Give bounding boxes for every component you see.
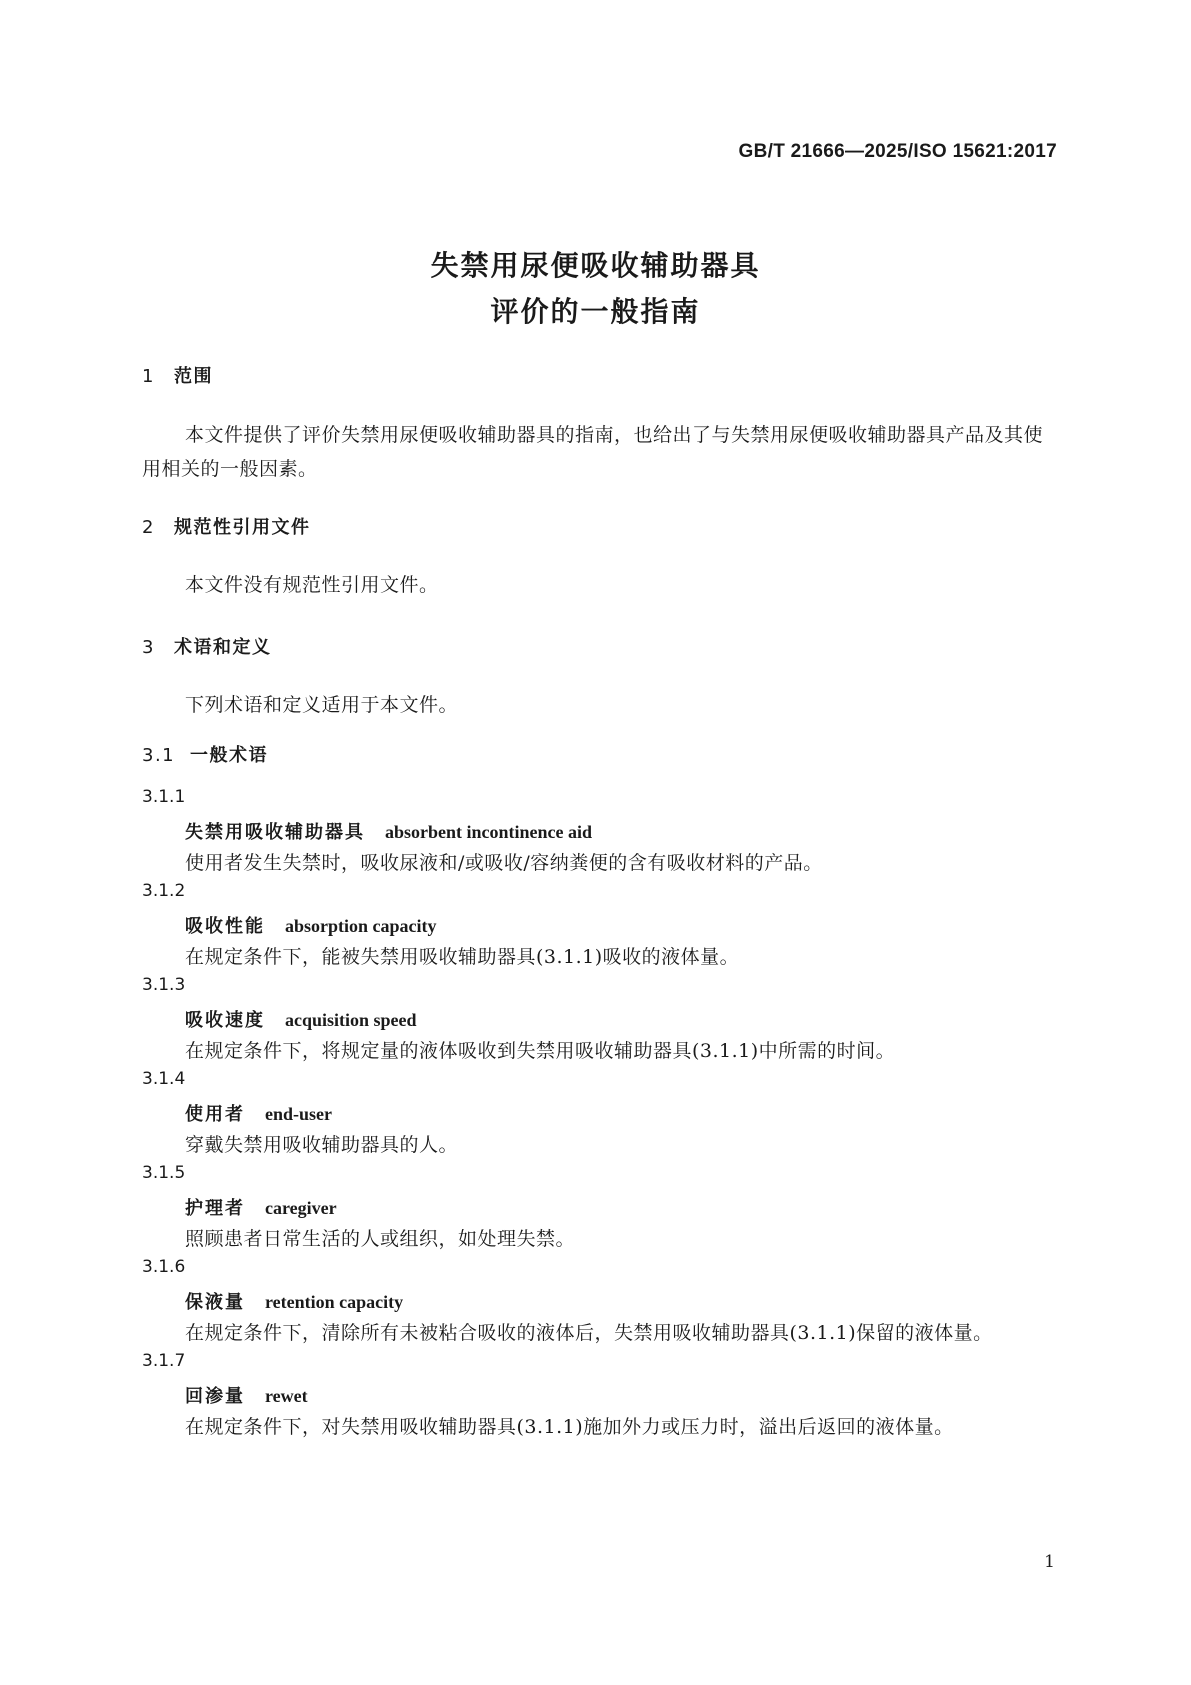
term-en: absorbent incontinence aid: [385, 822, 593, 842]
term-zh: 回渗量: [185, 1386, 245, 1407]
term-number: 3.1.1: [142, 787, 186, 807]
section-body-scope: 本文件提供了评价失禁用尿便吸收辅助器具的指南，也给出了与失禁用尿便吸收辅助器具产品及其使用相关的一般因素。: [142, 424, 1044, 480]
section-title: 规范性引用文件: [174, 517, 311, 538]
section-heading-scope: [142, 362, 213, 388]
term-number: 3.1.7: [142, 1351, 186, 1371]
term-number: 3.1.4: [142, 1069, 186, 1089]
term-en: rewet: [265, 1386, 308, 1406]
term-definition: 在规定条件下，对失禁用吸收辅助器具(3.1.1)施加外力或压力时，溢出后返回的液体量。: [185, 1416, 954, 1438]
term-number: 3.1.5: [142, 1163, 186, 1183]
subsection-title: 一般术语: [190, 745, 268, 766]
term-definition: 使用者发生失禁时，吸收尿液和/或吸收/容纳粪便的含有吸收材料的产品。: [185, 852, 823, 874]
term-zh: 保液量: [185, 1292, 245, 1313]
page-number: 1: [1044, 1552, 1055, 1572]
term-zh: 护理者: [185, 1198, 245, 1219]
document-title-line2: 评价的一般指南: [490, 295, 701, 328]
term-en: absorption capacity: [285, 916, 437, 936]
subsection-number: 3.1: [142, 745, 176, 766]
document-title-line1: 失禁用尿便吸收辅助器具: [430, 249, 761, 282]
section-number: 2: [142, 517, 155, 538]
section-body-normative-references: 本文件没有规范性引用文件。: [185, 574, 439, 596]
term-definition: 在规定条件下，清除所有未被粘合吸收的液体后，失禁用吸收辅助器具(3.1.1)保留的液体量。: [185, 1322, 993, 1344]
term-number: 3.1.6: [142, 1257, 186, 1277]
section-heading-terms: [142, 633, 272, 659]
term-zh: 使用者: [185, 1104, 245, 1125]
term-number: 3.1.2: [142, 881, 186, 901]
term-definition: 在规定条件下，将规定量的液体吸收到失禁用吸收辅助器具(3.1.1)中所需的时间。: [185, 1040, 896, 1062]
term-definition: 在规定条件下，能被失禁用吸收辅助器具(3.1.1)吸收的液体量。: [185, 946, 740, 968]
term-zh: 吸收性能: [185, 916, 265, 937]
term-en: acquisition speed: [285, 1010, 417, 1030]
section-heading-normative-references: [142, 513, 311, 539]
term-definition: 穿戴失禁用吸收辅助器具的人。: [185, 1134, 459, 1156]
term-definition: 照顾患者日常生活的人或组织，如处理失禁。: [185, 1228, 576, 1250]
section-number: 3: [142, 637, 155, 658]
term-en: end-user: [265, 1104, 332, 1124]
section-number: 1: [142, 366, 155, 387]
term-title: [185, 1006, 417, 1032]
term-title: [185, 1100, 332, 1126]
standard-code: GB/T 21666—2025/ISO 15621:2017: [738, 141, 1057, 162]
term-en: retention capacity: [265, 1292, 404, 1312]
section-body-terms: 下列术语和定义适用于本文件。: [185, 694, 459, 716]
term-title: [185, 912, 437, 938]
term-number: 3.1.3: [142, 975, 186, 995]
term-title: [185, 1382, 308, 1408]
term-zh: 吸收速度: [185, 1010, 265, 1031]
term-zh: 失禁用吸收辅助器具: [185, 822, 365, 843]
section-title: 范围: [174, 366, 213, 387]
term-title: [185, 1288, 403, 1314]
term-title: [185, 818, 592, 844]
subsection-heading-general-terms: [142, 741, 268, 767]
section-title: 术语和定义: [174, 637, 272, 658]
term-en: caregiver: [265, 1198, 337, 1218]
term-title: [185, 1194, 337, 1220]
